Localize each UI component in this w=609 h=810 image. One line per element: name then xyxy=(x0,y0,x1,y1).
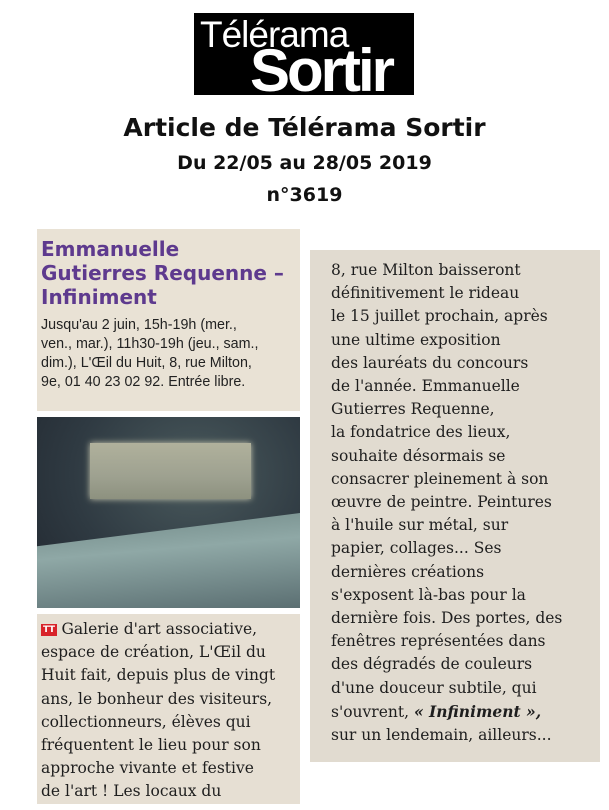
listing-clipping xyxy=(37,229,300,411)
exhibition-name-emphasis: « Infiniment », xyxy=(413,701,542,721)
article-line: papier, collages... Ses xyxy=(331,539,502,558)
date-range: Du 22/05 au 28/05 2019 xyxy=(177,152,432,174)
exhibition-title-line: Infiniment xyxy=(41,285,157,309)
painting-photo xyxy=(37,417,300,608)
logo-line-sortir: Sortir xyxy=(250,37,393,95)
issue-number: n°3619 xyxy=(266,184,343,206)
article-line: dernières créations xyxy=(331,562,485,581)
telerama-sortir-logo xyxy=(194,13,414,95)
exhibition-info-line: ven., mar.), 11h30-19h (jeu., sam., xyxy=(41,336,259,352)
exhibition-title-line: Emmanuelle xyxy=(41,237,180,261)
article-line: d'une douceur subtile, qui xyxy=(331,678,537,697)
article-line: à l'huile sur métal, sur xyxy=(331,516,509,535)
article-line: collectionneurs, élèves qui xyxy=(41,712,251,731)
tt-rating-badge: TT xyxy=(43,625,55,635)
exhibition-info-line: 9e, 01 40 23 02 92. Entrée libre. xyxy=(41,374,246,390)
exhibition-title-line: Gutierres Requenne – xyxy=(41,261,284,285)
article-line: le 15 juillet prochain, après xyxy=(331,307,548,326)
article-line-text: s'ouvrent, xyxy=(331,702,414,721)
article-line: souhaite désormais se xyxy=(331,446,506,465)
article-column-1 xyxy=(37,614,300,804)
article-body-continued xyxy=(331,259,597,747)
article-line: des dégradés de couleurs xyxy=(331,655,533,674)
article-line: définitivement le rideau xyxy=(331,284,520,303)
article-line: fenêtres représentées dans xyxy=(331,632,546,651)
article-line: s'exposent là-bas pour la xyxy=(331,585,526,604)
article-line: consacrer pleinement à son xyxy=(331,469,549,488)
article-line: sur un lendemain, ailleurs... xyxy=(331,726,552,745)
article-line xyxy=(331,700,597,724)
exhibition-info xyxy=(41,316,299,392)
exhibition-info-line: Jusqu'au 2 juin, 15h-19h (mer., xyxy=(41,317,237,333)
article-line: de l'art ! Les locaux du xyxy=(41,782,222,801)
article-line: espace de création, L'Œil du xyxy=(41,643,266,662)
article-line-text: Galerie d'art associative, xyxy=(61,620,258,638)
article-line: dernière fois. Des portes, des xyxy=(331,609,563,628)
article-line: de l'année. Emmanuelle xyxy=(331,377,520,396)
painting-floor-shape xyxy=(37,513,300,608)
article-line: Huit fait, depuis plus de vingt xyxy=(41,666,276,685)
article-line: Gutierres Requenne, xyxy=(331,400,495,419)
article-line: la fondatrice des lieux, xyxy=(331,423,511,442)
page-title: Article de Télérama Sortir xyxy=(123,113,486,142)
article-column-2 xyxy=(310,250,600,762)
article-line xyxy=(41,618,299,641)
exhibition-title xyxy=(41,237,300,309)
exhibition-info-line: dim.), L'Œil du Huit, 8, rue Milton, xyxy=(41,355,252,371)
article-line: des lauréats du concours xyxy=(331,353,529,372)
painting-window-shape xyxy=(90,443,251,499)
logo-line-telerama: Télérama xyxy=(200,14,349,55)
article-line: ans, le bonheur des visiteurs, xyxy=(41,689,273,708)
article-line: approche vivante et festive xyxy=(41,759,254,778)
article-body-start xyxy=(41,618,299,804)
article-line: une ultime exposition xyxy=(331,330,501,349)
article-line: œuvre de peintre. Peintures xyxy=(331,493,552,512)
article-line: 8, rue Milton baisseront xyxy=(331,261,521,279)
article-line: fréquentent le lieu pour son xyxy=(41,736,261,755)
